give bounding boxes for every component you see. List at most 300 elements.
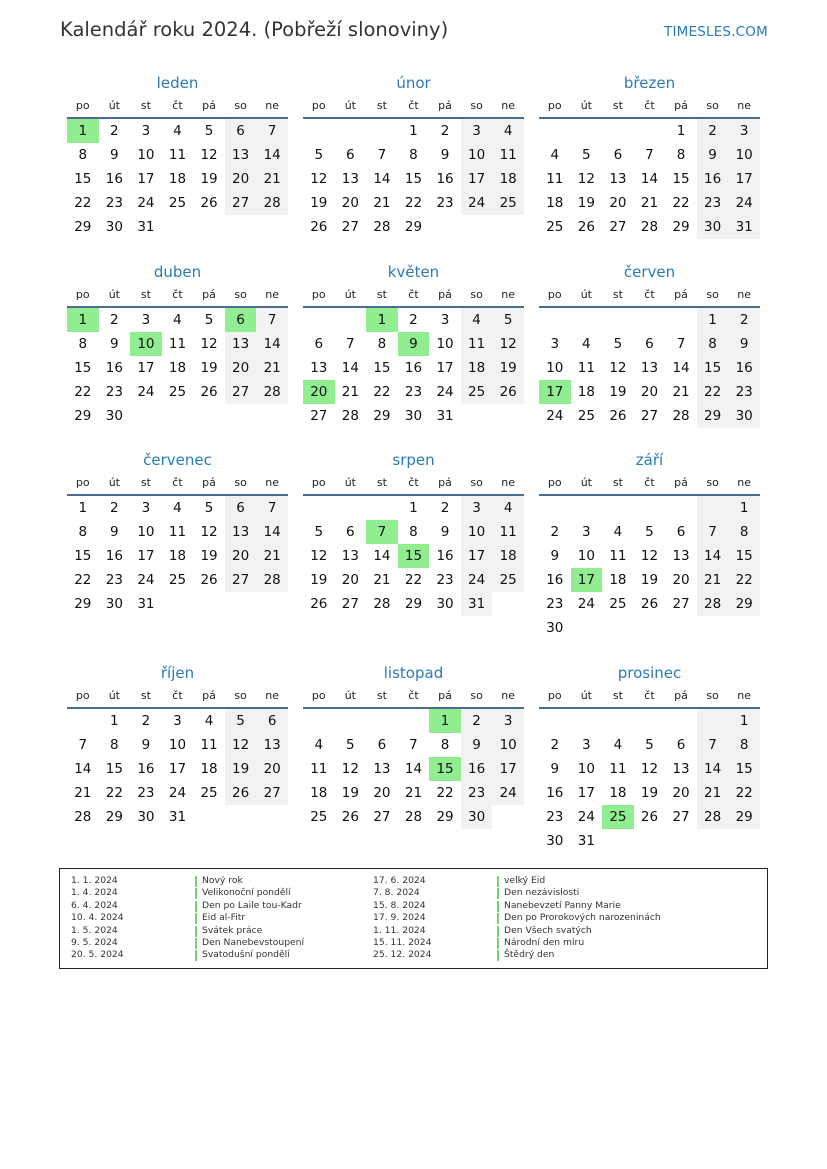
day-cell: 17 xyxy=(461,544,493,568)
legend-marker xyxy=(195,926,197,937)
day-cell: 26 xyxy=(577,219,595,235)
day-cell: 9 xyxy=(110,336,119,352)
day-cell: 26 xyxy=(310,596,328,612)
day-cell: 7 xyxy=(377,147,387,163)
day-cell: 19 xyxy=(310,195,328,211)
weekday-label: st xyxy=(376,689,387,702)
day-cell: 20 xyxy=(341,195,359,211)
day-cell: 30 xyxy=(105,408,123,424)
weekday-header xyxy=(539,283,760,308)
weekday-label: ne xyxy=(265,99,280,112)
legend-row xyxy=(373,900,661,912)
legend-holiday-name: Národní den míru xyxy=(504,936,585,948)
weekday-label: so xyxy=(234,288,247,301)
day-cell: 7 xyxy=(697,520,729,544)
day-cell: 29 xyxy=(728,805,760,829)
day-cell: 18 xyxy=(168,171,187,187)
day-cell: 27 xyxy=(373,809,391,825)
empty-cell xyxy=(303,709,335,733)
day-cell: 26 xyxy=(609,408,627,424)
day-cell: 16 xyxy=(436,171,454,187)
day-cell: 11 xyxy=(492,143,524,167)
weekday-label: po xyxy=(75,689,90,702)
weekday-label: út xyxy=(108,288,120,301)
day-cell: 14 xyxy=(256,520,288,544)
day-cell: 26 xyxy=(492,380,524,404)
day-cell: 15 xyxy=(672,171,690,187)
empty-cell xyxy=(303,496,335,520)
day-cell: 3 xyxy=(141,500,151,516)
holiday-day-cell: 20 xyxy=(303,380,335,404)
day-grid xyxy=(67,119,288,239)
weekday-label: po xyxy=(311,99,326,112)
day-cell: 16 xyxy=(404,360,423,376)
day-cell: 16 xyxy=(546,572,564,588)
day-cell: 29 xyxy=(404,219,423,235)
day-cell: 4 xyxy=(582,336,591,352)
day-cell: 4 xyxy=(461,308,493,332)
day-cell: 10 xyxy=(577,761,595,777)
holiday-day-cell: 15 xyxy=(398,544,430,568)
empty-cell xyxy=(256,805,288,829)
weekday-label: čt xyxy=(408,288,419,301)
day-cell: 22 xyxy=(74,572,92,588)
day-cell: 30 xyxy=(728,404,760,428)
weekday-label: so xyxy=(706,476,719,489)
day-cell: 13 xyxy=(672,761,690,777)
day-cell: 13 xyxy=(609,171,627,187)
day-cell: 31 xyxy=(461,592,493,616)
day-cell: 22 xyxy=(697,380,729,404)
day-cell: 7 xyxy=(697,733,729,757)
empty-cell xyxy=(366,496,398,520)
day-cell: 6 xyxy=(314,336,324,352)
weekday-header xyxy=(539,94,760,119)
empty-cell xyxy=(461,404,493,428)
empty-cell xyxy=(602,829,634,853)
day-cell: 12 xyxy=(640,761,659,777)
day-cell: 4 xyxy=(492,119,524,143)
day-cell: 20 xyxy=(225,544,257,568)
day-cell: 14 xyxy=(373,171,391,187)
day-cell: 5 xyxy=(314,147,324,163)
day-cell: 28 xyxy=(640,219,659,235)
day-cell: 12 xyxy=(609,360,627,376)
month-name: duben xyxy=(153,263,202,281)
day-cell: 19 xyxy=(341,785,359,801)
day-cell: 17 xyxy=(728,167,760,191)
day-cell: 25 xyxy=(609,596,627,612)
day-cell: 22 xyxy=(105,785,123,801)
holiday-day-cell: 9 xyxy=(398,332,430,356)
day-cell: 30 xyxy=(137,809,155,825)
legend-column-right xyxy=(373,875,661,962)
weekday-label: út xyxy=(344,288,356,301)
empty-cell xyxy=(697,709,729,733)
weekday-label: ne xyxy=(737,288,752,301)
weekday-label: pá xyxy=(202,689,216,702)
day-cell: 10 xyxy=(436,336,454,352)
legend-row xyxy=(71,912,304,924)
weekday-header xyxy=(67,283,288,308)
day-cell: 26 xyxy=(341,809,359,825)
day-cell: 16 xyxy=(461,757,493,781)
weekday-label: st xyxy=(140,689,151,702)
empty-cell xyxy=(539,119,571,143)
day-cell: 28 xyxy=(672,408,690,424)
day-cell: 2 xyxy=(141,713,151,729)
day-cell: 8 xyxy=(78,336,88,352)
day-cell: 29 xyxy=(105,809,123,825)
day-cell: 22 xyxy=(74,384,92,400)
day-cell: 7 xyxy=(256,496,288,520)
day-cell: 21 xyxy=(74,785,92,801)
weekday-label: pá xyxy=(674,476,688,489)
empty-cell xyxy=(571,308,603,332)
day-cell: 26 xyxy=(200,384,218,400)
empty-cell xyxy=(256,404,288,428)
day-cell: 15 xyxy=(697,356,729,380)
weekday-label: út xyxy=(344,476,356,489)
legend-date: 17. 9. 2024 xyxy=(373,912,426,924)
day-cell: 5 xyxy=(645,737,654,753)
weekday-label: po xyxy=(547,689,562,702)
weekday-label: út xyxy=(580,689,592,702)
month-name: leden xyxy=(156,74,199,92)
weekday-label: ne xyxy=(265,476,280,489)
legend-row xyxy=(373,887,661,899)
day-cell: 19 xyxy=(492,356,524,380)
day-cell: 26 xyxy=(200,572,218,588)
day-cell: 23 xyxy=(436,195,454,211)
day-cell: 10 xyxy=(492,733,524,757)
day-cell: 24 xyxy=(461,568,493,592)
day-cell: 17 xyxy=(492,757,524,781)
legend-holiday-name: Velikonoční pondělí xyxy=(202,887,291,899)
day-cell: 31 xyxy=(137,219,155,235)
day-cell: 6 xyxy=(256,709,288,733)
legend-holiday-name: Den Nanebevstoupení xyxy=(202,936,305,948)
legend-marker xyxy=(195,913,197,924)
day-cell: 23 xyxy=(436,572,454,588)
empty-cell xyxy=(162,215,194,239)
day-cell: 13 xyxy=(256,733,288,757)
day-cell: 5 xyxy=(645,524,654,540)
day-cell: 28 xyxy=(256,380,288,404)
day-cell: 2 xyxy=(697,119,729,143)
month-name: říjen xyxy=(160,664,195,682)
day-cell: 7 xyxy=(346,336,355,352)
weekday-header xyxy=(67,684,288,709)
day-cell: 28 xyxy=(697,592,729,616)
day-cell: 8 xyxy=(676,147,686,163)
empty-cell xyxy=(335,119,367,143)
legend-holiday-name: Nanebevzetí Panny Marie xyxy=(504,899,621,911)
day-cell: 15 xyxy=(74,548,92,564)
day-cell: 19 xyxy=(577,195,595,211)
weekday-label: út xyxy=(580,288,592,301)
day-cell: 25 xyxy=(461,380,493,404)
day-cell: 3 xyxy=(582,737,591,753)
legend-row xyxy=(373,925,661,937)
legend-row xyxy=(71,887,304,899)
day-grid xyxy=(303,119,524,239)
weekday-label: čt xyxy=(408,476,419,489)
day-cell: 20 xyxy=(640,384,659,400)
day-cell: 15 xyxy=(105,761,123,777)
legend-date: 17. 6. 2024 xyxy=(373,875,426,886)
legend-holiday-name: Den po Prorokových narozeninách xyxy=(504,912,661,924)
weekday-label: pá xyxy=(674,689,688,702)
weekday-label: so xyxy=(234,689,247,702)
legend-marker xyxy=(497,938,499,949)
empty-cell xyxy=(602,119,634,143)
day-cell: 6 xyxy=(346,524,355,540)
empty-cell xyxy=(303,308,335,332)
day-cell: 17 xyxy=(461,167,493,191)
day-cell: 10 xyxy=(137,524,155,540)
legend-row xyxy=(373,937,661,949)
day-cell: 23 xyxy=(697,191,729,215)
day-cell: 20 xyxy=(672,785,690,801)
day-cell: 13 xyxy=(225,520,257,544)
day-cell: 4 xyxy=(173,500,182,516)
weekday-label: pá xyxy=(438,689,452,702)
day-cell: 6 xyxy=(377,737,387,753)
day-cell: 11 xyxy=(168,336,187,352)
day-cell: 29 xyxy=(697,404,729,428)
day-cell: 3 xyxy=(461,496,493,520)
weekday-header xyxy=(303,471,524,496)
month-name: červen xyxy=(623,263,676,281)
day-cell: 24 xyxy=(436,384,454,400)
weekday-label: čt xyxy=(172,288,183,301)
day-cell: 4 xyxy=(550,147,560,163)
weekday-header xyxy=(539,684,760,709)
day-cell: 26 xyxy=(225,781,257,805)
legend-holiday-name: Štědrý den xyxy=(504,949,555,961)
holiday-day-cell: 1 xyxy=(67,119,99,143)
day-cell: 29 xyxy=(672,219,690,235)
day-cell: 30 xyxy=(404,408,423,424)
month-11 xyxy=(539,662,760,853)
empty-cell xyxy=(225,805,257,829)
empty-cell xyxy=(602,709,634,733)
empty-cell xyxy=(602,616,634,640)
day-cell: 23 xyxy=(105,195,123,211)
day-cell: 4 xyxy=(204,713,214,729)
legend-date: 6. 4. 2024 xyxy=(71,899,118,911)
empty-cell xyxy=(571,616,603,640)
day-cell: 2 xyxy=(110,500,119,516)
day-cell: 10 xyxy=(461,143,493,167)
day-cell: 27 xyxy=(341,596,359,612)
day-cell: 5 xyxy=(582,147,591,163)
day-cell: 14 xyxy=(256,143,288,167)
day-cell: 27 xyxy=(640,408,659,424)
month-7 xyxy=(303,449,524,616)
day-cell: 13 xyxy=(341,171,359,187)
empty-cell xyxy=(366,709,398,733)
weekday-label: po xyxy=(547,99,562,112)
day-cell: 29 xyxy=(74,408,92,424)
weekday-label: ne xyxy=(265,288,280,301)
day-cell: 23 xyxy=(546,596,564,612)
empty-cell xyxy=(193,404,225,428)
day-cell: 9 xyxy=(728,332,760,356)
day-cell: 30 xyxy=(546,833,564,849)
day-cell: 20 xyxy=(225,167,257,191)
legend-holiday-name: Eid al-Fitr xyxy=(202,912,246,924)
day-cell: 6 xyxy=(676,524,686,540)
day-cell: 30 xyxy=(697,215,729,239)
day-cell: 3 xyxy=(173,713,182,729)
empty-cell xyxy=(539,308,571,332)
month-9 xyxy=(67,662,288,829)
day-cell: 11 xyxy=(168,524,187,540)
day-cell: 19 xyxy=(200,548,218,564)
day-cell: 30 xyxy=(436,596,454,612)
day-cell: 27 xyxy=(310,408,328,424)
legend-date: 1. 4. 2024 xyxy=(71,887,118,899)
weekday-label: út xyxy=(108,99,120,112)
day-cell: 28 xyxy=(373,596,391,612)
day-cell: 29 xyxy=(373,408,391,424)
day-cell: 16 xyxy=(436,548,454,564)
weekday-label: po xyxy=(311,288,326,301)
day-cell: 19 xyxy=(640,572,659,588)
weekday-label: st xyxy=(376,476,387,489)
day-cell: 31 xyxy=(436,408,454,424)
day-cell: 2 xyxy=(550,524,560,540)
day-cell: 2 xyxy=(110,123,119,139)
empty-cell xyxy=(162,404,194,428)
day-cell: 26 xyxy=(200,195,218,211)
day-cell: 24 xyxy=(137,572,155,588)
day-cell: 23 xyxy=(728,380,760,404)
day-cell: 5 xyxy=(613,336,623,352)
weekday-label: so xyxy=(706,99,719,112)
day-cell: 7 xyxy=(256,119,288,143)
day-cell: 11 xyxy=(492,520,524,544)
day-cell: 10 xyxy=(728,143,760,167)
day-cell: 3 xyxy=(440,312,450,328)
day-cell: 2 xyxy=(409,312,418,328)
weekday-label: čt xyxy=(644,99,655,112)
empty-cell xyxy=(634,829,666,853)
month-name: únor xyxy=(396,74,431,92)
day-cell: 23 xyxy=(546,809,564,825)
day-cell: 3 xyxy=(461,119,493,143)
day-cell: 21 xyxy=(373,195,391,211)
day-cell: 18 xyxy=(609,785,627,801)
day-cell: 14 xyxy=(697,757,729,781)
day-cell: 21 xyxy=(341,384,359,400)
day-cell: 27 xyxy=(609,219,627,235)
legend-holiday-name: Den Všech svatých xyxy=(504,924,592,936)
legend-date: 20. 5. 2024 xyxy=(71,949,124,961)
day-cell: 4 xyxy=(613,737,623,753)
empty-cell xyxy=(225,404,257,428)
day-cell: 8 xyxy=(697,332,729,356)
day-cell: 2 xyxy=(728,308,760,332)
day-cell: 21 xyxy=(640,195,659,211)
day-cell: 13 xyxy=(225,332,257,356)
day-cell: 22 xyxy=(404,572,423,588)
month-name: listopad xyxy=(383,664,444,682)
empty-cell xyxy=(303,119,335,143)
legend-marker xyxy=(497,888,499,899)
day-cell: 30 xyxy=(105,596,123,612)
day-cell: 29 xyxy=(728,592,760,616)
empty-cell xyxy=(539,709,571,733)
day-cell: 8 xyxy=(409,147,418,163)
weekday-header xyxy=(303,684,524,709)
day-cell: 9 xyxy=(550,761,560,777)
day-cell: 2 xyxy=(550,737,560,753)
weekday-label: st xyxy=(612,476,623,489)
legend-row xyxy=(71,925,304,937)
day-cell: 5 xyxy=(492,308,524,332)
weekday-label: so xyxy=(470,288,483,301)
legend-marker xyxy=(497,901,499,912)
day-cell: 6 xyxy=(346,147,355,163)
day-cell: 30 xyxy=(105,219,123,235)
day-cell: 15 xyxy=(74,360,92,376)
holiday-legend xyxy=(59,868,768,969)
day-cell: 7 xyxy=(78,737,88,753)
day-cell: 8 xyxy=(78,147,88,163)
weekday-label: so xyxy=(234,99,247,112)
day-grid xyxy=(539,119,760,239)
day-cell: 5 xyxy=(204,123,214,139)
month-0 xyxy=(67,72,288,239)
day-cell: 22 xyxy=(373,384,391,400)
weekday-label: po xyxy=(311,476,326,489)
day-cell: 24 xyxy=(728,191,760,215)
day-cell: 20 xyxy=(672,572,690,588)
day-cell: 19 xyxy=(310,572,328,588)
day-grid xyxy=(67,308,288,428)
legend-date: 1. 1. 2024 xyxy=(71,875,118,886)
weekday-label: út xyxy=(580,476,592,489)
day-cell: 15 xyxy=(74,171,92,187)
day-cell: 24 xyxy=(461,191,493,215)
day-cell: 1 xyxy=(697,308,729,332)
day-cell: 9 xyxy=(440,524,450,540)
brand-logo[interactable]: TIMESLES.COM xyxy=(664,24,768,40)
day-cell: 3 xyxy=(582,524,591,540)
day-cell: 16 xyxy=(546,785,564,801)
day-cell: 27 xyxy=(225,568,257,592)
legend-marker xyxy=(195,876,197,887)
day-cell: 21 xyxy=(256,167,288,191)
weekday-label: pá xyxy=(438,288,452,301)
day-cell: 1 xyxy=(409,123,418,139)
weekday-label: st xyxy=(612,689,623,702)
day-cell: 14 xyxy=(404,761,423,777)
day-cell: 16 xyxy=(105,171,123,187)
empty-cell xyxy=(461,215,493,239)
legend-marker xyxy=(195,950,197,961)
day-cell: 15 xyxy=(404,171,423,187)
legend-marker xyxy=(195,901,197,912)
empty-cell xyxy=(697,829,729,853)
legend-marker xyxy=(497,913,499,924)
legend-holiday-name: Nový rok xyxy=(202,875,243,886)
weekday-label: pá xyxy=(202,99,216,112)
day-cell: 5 xyxy=(346,737,355,753)
